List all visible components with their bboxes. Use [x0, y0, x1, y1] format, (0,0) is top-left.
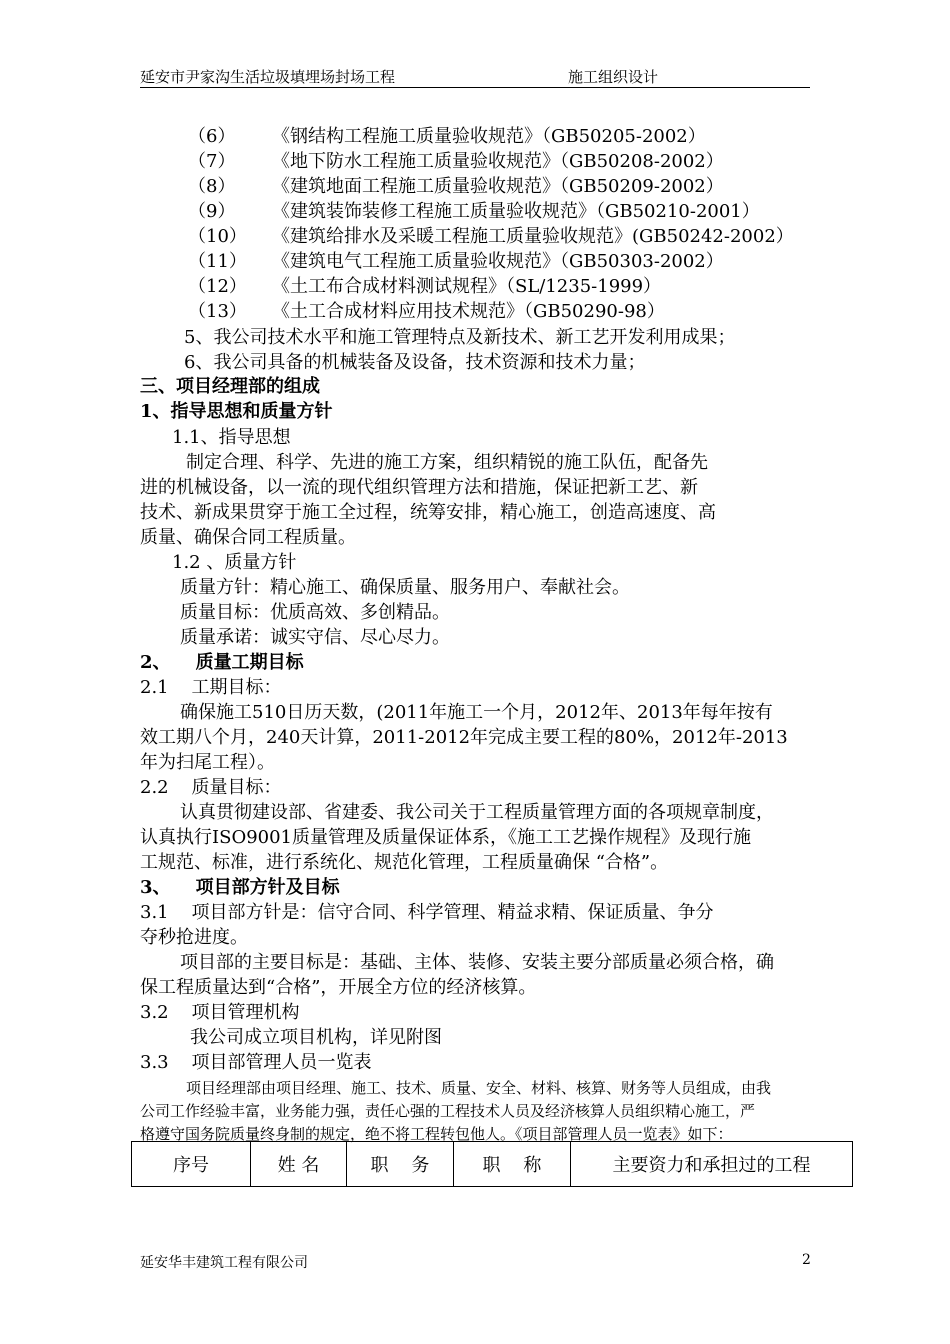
paragraph-line: 效工期八个月，240天计算，2011-2012年完成主要工程的80%，2012年-2013 [140, 727, 788, 748]
basis-item-5: 5、我公司技术水平和施工管理特点及新技术、新工艺开发利用成果； [184, 327, 736, 348]
paragraph-line: 技术、新成果贯穿于施工全过程，统筹安排，精心施工，创造高速度、高 [140, 502, 716, 523]
header-divider [140, 87, 810, 88]
table-header-cell: 序号 [132, 1142, 251, 1187]
header-project-title: 延安市尹家沟生活垃圾填埋场封场工程 [140, 68, 396, 86]
staff-table [131, 1141, 853, 1187]
table-header-cell: 姓 名 [251, 1142, 347, 1187]
paragraph-line: 制定合理、科学、先进的施工方案，组织精锐的施工队伍，配备先 [186, 452, 708, 473]
table-header-cell: 职 称 [454, 1142, 571, 1187]
paragraph-line: 我公司成立项目机构，详见附图 [190, 1027, 442, 1048]
table-header-row [132, 1142, 853, 1187]
quality-commitment: 质量承诺：诚实守信、尽心尽力。 [180, 627, 450, 648]
section-title: 三、项目经理部的组成 [140, 376, 320, 397]
paragraph-line: 工规范、标准，进行系统化、规范化管理，工程质量确保 “合格”。 [140, 852, 669, 873]
reference-item: （11） 《建筑电气工程施工质量验收规范》（GB50303-2002） [188, 251, 724, 272]
reference-item: （8） 《建筑地面工程施工质量验收规范》（GB50209-2002） [188, 176, 724, 197]
reference-item: （10） 《建筑给排水及采暖工程施工质量验收规范》(GB50242-2002） [188, 226, 794, 247]
reference-item: （7） 《地下防水工程施工质量验收规范》（GB50208-2002） [188, 151, 724, 172]
subsection-title: 3、 项目部方针及目标 [140, 877, 340, 898]
paragraph-line: 夺秒抢进度。 [140, 927, 248, 948]
paragraph-line: 项目经理部由项目经理、施工、技术、质量、安全、材料、核算、财务等人员组成，由我 [186, 1079, 772, 1097]
page-number: 2 [802, 1252, 811, 1268]
subsection-1-2-title: 1.2 、质量方针 [172, 552, 297, 573]
paragraph-line: 保工程质量达到“合格”，开展全方位的经济核算。 [140, 977, 537, 998]
paragraph-line: 公司工作经验丰富，业务能力强，责任心强的工程技术人员及经济核算人员组织精心施工，严 [140, 1102, 756, 1120]
paragraph-line: 进的机械设备，以一流的现代组织管理方法和措施，保证把新工艺、新 [140, 477, 698, 498]
subsection-title: 1、指导思想和质量方针 [140, 401, 333, 422]
reference-item: （9） 《建筑装饰装修工程施工质量验收规范》（GB50210-2001） [188, 201, 760, 222]
reference-item: （13） 《土工合成材料应用技术规范》（GB50290-98） [188, 301, 665, 322]
paragraph-line: 认真贯彻建设部、省建委、我公司关于工程质量管理方面的各项规章制度， [180, 802, 774, 823]
paragraph-line: 年为扫尾工程）。 [140, 752, 275, 773]
subsection-title: 2、 质量工期目标 [140, 652, 304, 673]
subsection-1-1-title: 1.1、指导思想 [172, 427, 291, 448]
paragraph-line: 格遵守国务院质量终身制的规定，绝不将工程转包他人。《项目部管理人员一览表》如下： [140, 1125, 733, 1143]
subsection-3-3-title: 3.3 项目部管理人员一览表 [140, 1052, 372, 1073]
header-doc-type: 施工组织设计 [568, 68, 659, 86]
paragraph-line: 项目部的主要目标是：基础、主体、装修、安装主要分部质量必须合格，确 [180, 952, 774, 973]
subsection-2-2-title: 2.2 质量目标： [140, 777, 282, 798]
paragraph-line: 确保施工510日历天数，(2011年施工一个月，2012年、2013年每年按有 [180, 702, 773, 723]
subsection-3-2-title: 3.2 项目管理机构 [140, 1002, 300, 1023]
reference-item: （12） 《土工布合成材料测试规程》（SL/1235-1999） [188, 276, 662, 297]
quality-goal: 质量目标：优质高效、多创精品。 [180, 602, 450, 623]
footer-company: 延安华丰建筑工程有限公司 [140, 1254, 308, 1270]
table-header-cell: 职 务 [347, 1142, 454, 1187]
reference-item: （6） 《钢结构工程施工质量验收规范》（GB50205-2002） [188, 126, 706, 147]
paragraph-line: 认真执行ISO9001质量管理及质量保证体系，《施工工艺操作规程》及现行施 [140, 827, 752, 848]
paragraph-line: 质量、确保合同工程质量。 [140, 527, 356, 548]
paragraph-line: 3.1 项目部方针是：信守合同、科学管理、精益求精、保证质量、争分 [140, 902, 714, 923]
subsection-2-1-title: 2.1 工期目标： [140, 677, 282, 698]
quality-policy: 质量方针：精心施工、确保质量、服务用户、奉献社会。 [180, 577, 630, 598]
basis-item-6: 6、我公司具备的机械装备及设备，技术资源和技术力量； [184, 352, 646, 373]
table-header-cell: 主要资力和承担过的工程 [571, 1142, 853, 1187]
